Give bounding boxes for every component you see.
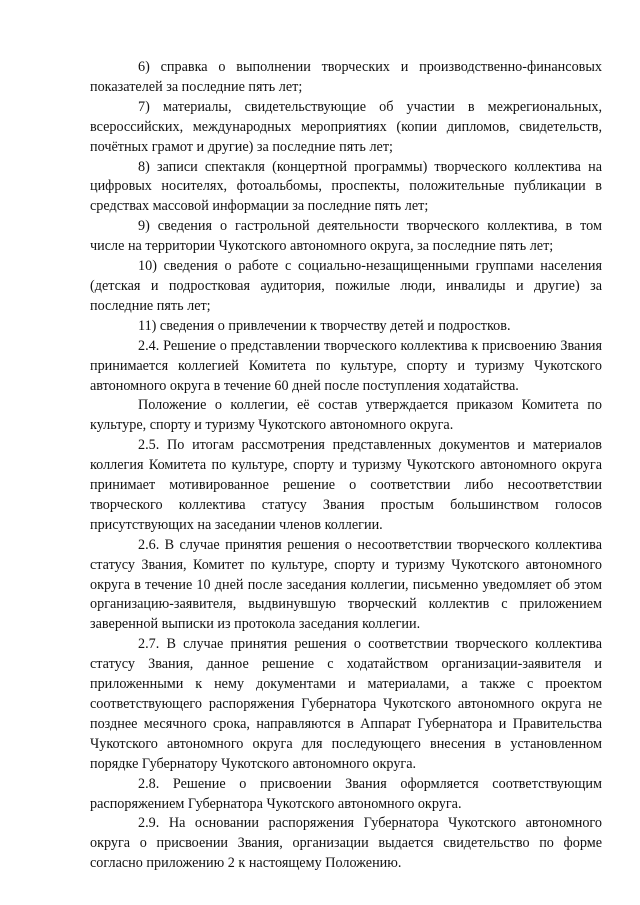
list-item-11: 11) сведения о привлечении к творчеству детей и подростков. xyxy=(138,317,511,334)
list-item-9: 9) сведения о гастрольной деятельности творческого коллектива, в том числе на территории Чукотского автономного округа, за последние пять лет; xyxy=(90,218,602,255)
list-item-7: 7) материалы, свидетельствующие об участии в межрегиональных, всероссийских, международных мероприятиях (копии дипломов, свидетельств, почётных грамот и другие) за последние пять лет; xyxy=(90,98,602,155)
document-body xyxy=(90,58,602,874)
list-item-6: 6) справка о выполнении творческих и производственно-финансовых показателей за последние пять лет; xyxy=(90,59,602,95)
section-2-6: 2.6. В случае принятия решения о несоответствии творческого коллектива статусу Звания, Комитет по культуре, спорту и туризму Чукотского автономного округа в течение 10 дней после заседания коллегии, письменно уведомляет об этом организацию-заявителя, выдвинувшую творческий коллектив с приложением заверенной выписки из протокола заседания коллегии. xyxy=(90,536,602,633)
section-2-7: 2.7. В случае принятия решения о соответствии творческого коллектива статусу Звания, данное решение с ходатайством организации-заявителя и приложенными к нему документами и материалами, а также с проектом соответствующего распоряжения Губернатора Чукотского автономного округа не позднее месячного срока, направляются в Аппарат Губернатора и Правительства Чукотского автономного округа для последующего внесения в установленном порядке Губернатору Чукотского автономного округа. xyxy=(90,636,602,772)
section-2-8: 2.8. Решение о присвоении Звания оформляется соответствующим распоряжением Губернатора Чукотского автономного округа. xyxy=(90,775,602,812)
section-2-4: 2.4. Решение о представлении творческого коллектива к присвоению Звания принимается коллегией Комитета по культуре, спорту и туризму Чукотского автономного округа в течение 60 дней после поступления ходатайства. xyxy=(90,337,602,394)
section-2-9: 2.9. На основании распоряжения Губернатора Чукотского автономного округа о присвоении Звания, организации выдается свидетельство по форме согласно приложению 2 к настоящему Положению. xyxy=(90,815,602,872)
section-2-5: 2.5. По итогам рассмотрения представленных документов и материалов коллегия Комитета по культуре, спорту и туризму Чукотского автономного округа принимает мотивированное решение о соответствии либо несоответствии творческого коллектива статусу Звания простым большинством голосов присутствующих на заседании членов коллегии. xyxy=(90,437,602,533)
list-item-8: 8) записи спектакля (концертной программы) творческого коллектива на цифровых носителях, фотоальбомы, проспекты, положительные публикации в средствах массовой информации за последние пять лет; xyxy=(90,158,602,215)
section-2-4-collegium-note: Положение о коллегии, её состав утверждается приказом Комитета по культуре, спорту и туризму Чукотского автономного округа. xyxy=(90,397,602,434)
list-item-10: 10) сведения о работе с социально-незащищенными группами населения (детская и подростковая аудитория, пожилые люди, инвалиды и другие) за последние пять лет; xyxy=(90,258,602,314)
